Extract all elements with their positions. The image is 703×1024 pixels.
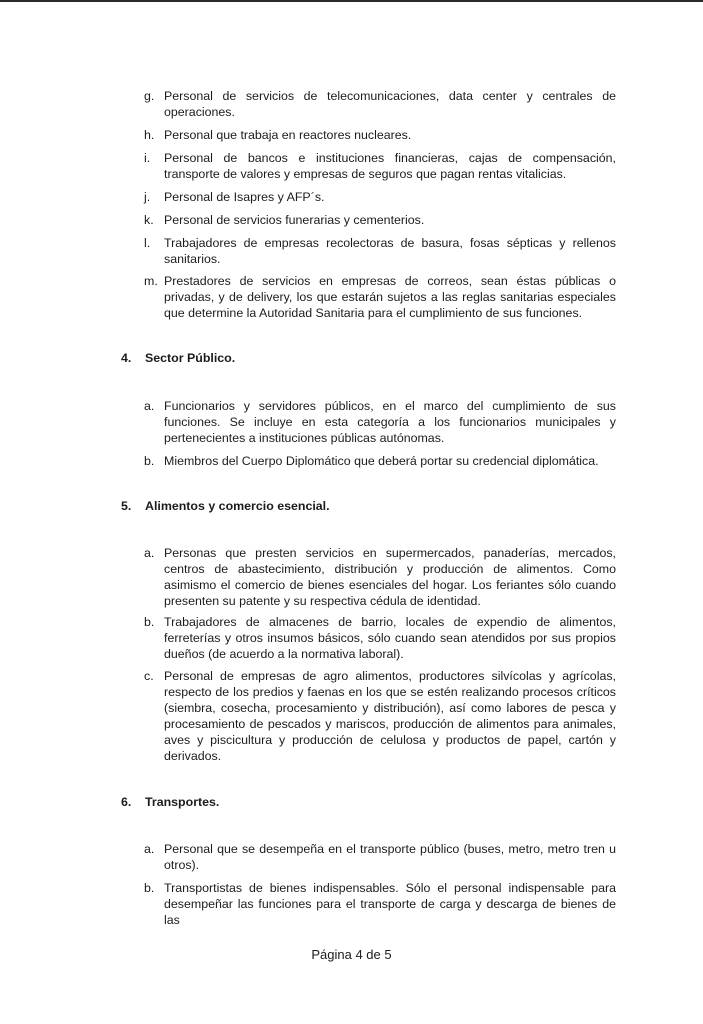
- list-item-6a: [144, 841, 616, 873]
- list-item-text: Personal que se desempeña en el transporte público (buses, metro, metro tren u otros).: [164, 842, 616, 872]
- list-item-text: Personal de Isapres y AFP´s.: [164, 190, 325, 204]
- list-item-j: [144, 189, 616, 205]
- list-item-text: Transportistas de bienes indispensables. Sólo el personal indispensable para desempeñar las funciones para el transporte de carga y descarga de bienes de las: [164, 881, 616, 927]
- list-marker: b.: [144, 881, 155, 895]
- list-marker: b.: [144, 454, 155, 468]
- list-marker: b.: [144, 615, 155, 629]
- section-title: Sector Público.: [145, 351, 236, 365]
- list-item-5c: [144, 668, 616, 764]
- list-marker: a.: [144, 842, 155, 856]
- list-marker: k.: [144, 213, 154, 227]
- list-marker: c.: [144, 669, 154, 683]
- section-title: Alimentos y comercio esencial.: [145, 499, 330, 513]
- list-item-g: [144, 88, 616, 120]
- list-item-text: Personal que trabaja en reactores nucleares.: [164, 128, 412, 142]
- list-item-i: [144, 150, 616, 182]
- list-item-6b: [144, 880, 616, 928]
- section-number: 6.: [121, 795, 132, 809]
- section-number: 5.: [121, 499, 132, 513]
- list-item-text: Personal de servicios funerarias y cementerios.: [164, 213, 425, 227]
- list-item-4a: [144, 398, 616, 446]
- list-item-text: Trabajadores de empresas recolectoras de basura, fosas sépticas y rellenos sanitarios.: [164, 236, 616, 266]
- list-marker: j.: [144, 190, 151, 204]
- list-marker: a.: [144, 399, 155, 413]
- section-title: Transportes.: [145, 795, 220, 809]
- list-item-text: Miembros del Cuerpo Diplomático que deberá portar su credencial diplomática.: [164, 454, 599, 468]
- list-marker: i.: [144, 151, 151, 165]
- list-item-text: Funcionarios y servidores públicos, en el marco del cumplimiento de sus funciones. Se incluye en esta categoría a los funcionarios municipales y pertenecientes a instituciones públicas autónomas.: [164, 399, 616, 445]
- list-item-text: Personal de bancos e instituciones financieras, cajas de compensación, transporte de valores y empresas de seguros que pagan rentas vitalicias.: [164, 151, 616, 181]
- list-marker: g.: [144, 89, 155, 103]
- section-number: 4.: [121, 351, 132, 365]
- list-item-text: Personal de empresas de agro alimentos, productores silvícolas y agrícolas, respecto de los predios y faenas en los que se estén realizando procesos críticos (siembra, cosecha, procesamiento y distribución), así como labores de pesca y procesamiento de pescados y mariscos, producción de alimentos para animales, aves y piscicultura y producción de celulosa y productos de papel, cartón y derivados.: [164, 669, 616, 763]
- list-marker: l.: [144, 236, 151, 250]
- list-item-text: Trabajadores de almacenes de barrio, locales de expendio de alimentos, ferreterías y otros insumos básicos, sólo cuando sean atendidos por sus propios dueños (de acuerdo a la normativa laboral).: [164, 615, 616, 661]
- list-item-text: Prestadores de servicios en empresas de correos, sean éstas públicas o privadas, y de delivery, los que estarán sujetos a las reglas sanitarias especiales que determine la Autoridad Sanitaria para el cumplimiento de sus funciones.: [164, 274, 616, 320]
- list-marker: a.: [144, 546, 155, 560]
- list-item-text: Personas que presten servicios en supermercados, panaderías, mercados, centros de abastecimiento, distribución y producción de alimentos. Como asimismo el comercio de bienes esenciales del hogar. Los feriantes sólo cuando presenten su patente y su respectiva cédula de identidad.: [164, 546, 616, 608]
- list-marker: h.: [144, 128, 155, 142]
- list-item-text: Personal de servicios de telecomunicaciones, data center y centrales de operaciones.: [164, 89, 616, 119]
- list-item-5a: [144, 545, 616, 609]
- section-heading-sector-publico: [121, 350, 235, 366]
- list-item-5b: [144, 614, 616, 662]
- list-marker: m.: [144, 274, 158, 288]
- list-item-m: [144, 273, 616, 321]
- list-item-h: [144, 127, 616, 143]
- section-heading-alimentos: [121, 498, 330, 514]
- section-heading-transportes: [121, 794, 219, 810]
- list-item-k: [144, 212, 616, 228]
- page-number-footer: Página 4 de 5: [311, 947, 392, 962]
- list-item-4b: [144, 453, 616, 469]
- list-item-l: [144, 235, 616, 267]
